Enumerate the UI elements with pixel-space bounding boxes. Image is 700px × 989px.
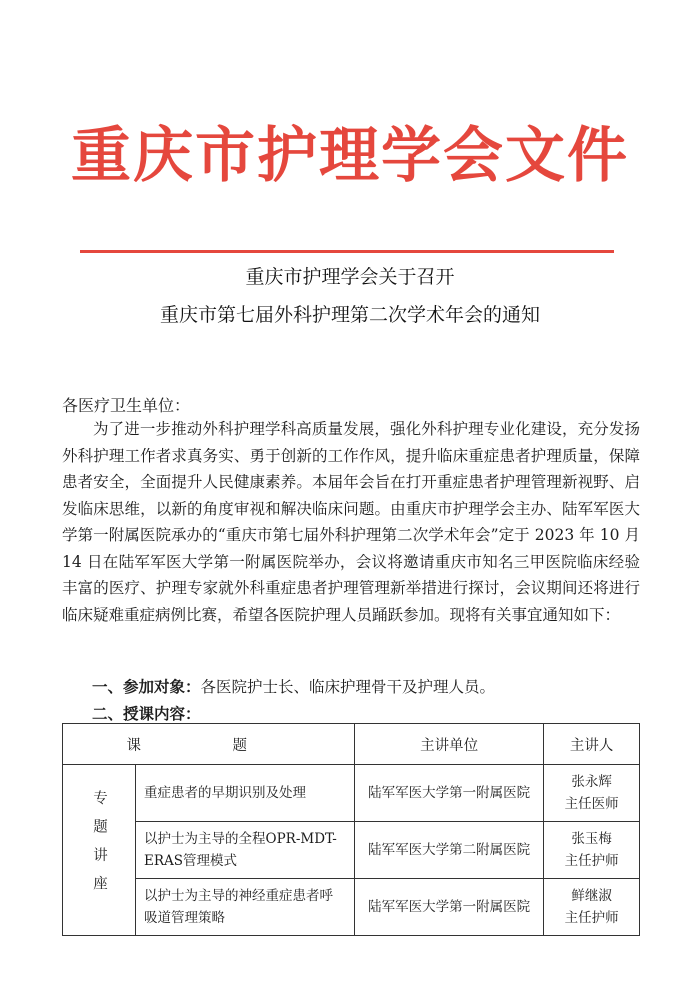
header-topic: 课 题 <box>63 724 355 765</box>
table-row <box>63 879 640 936</box>
body-paragraph: 为了进一步推动外科护理学科高质量发展，强化外科护理专业化建设，充分发扬外科护理工作者求真务实、勇于创新的工作作风，提升临床重症患者护理质量，保障患者安全，全面提升人民健康素养。本届年会旨在打开重症患者护理管理新视野、启发临床思维，以新的角度审视和解决临床问题。由重庆市护理学会主办、陆军军医大学第一附属医院承办的“重庆市第七届外科护理第二次学术年会”定于 2023 年 10 月 14 日在陆军军医大学第一附属医院举办，会议将邀请重庆市知名三甲医院临床经验丰富的医疗、护理专家就外科重症患者护理管理新举措进行探讨，会议期间还将进行临床疑难重症病例比赛，希望各医院护理人员踊跃参加。现将有关事宜通知如下： <box>62 420 640 624</box>
notice-title-line1: 重庆市护理学会关于召开 <box>245 266 455 288</box>
speaker-title: 主任护师 <box>564 910 619 926</box>
table-row <box>63 765 640 822</box>
speaker-name: 张玉梅 <box>571 831 612 847</box>
speaker-name: 鲜继淑 <box>571 888 612 904</box>
section-course-content-heading: 二、授课内容： <box>92 704 201 723</box>
speaker-name: 张永辉 <box>571 774 612 790</box>
course-table <box>62 723 640 936</box>
speaker-title: 主任医师 <box>564 796 619 812</box>
header-divider-rule <box>80 250 614 253</box>
speaker-cell <box>544 765 640 822</box>
topic-cell: 重症患者的早期识别及处理 <box>136 765 355 822</box>
notice-title-line2: 重庆市第七届外科护理第二次学术年会的通知 <box>159 304 540 326</box>
salutation: 各医疗卫生单位： <box>62 396 191 415</box>
section-participants-text: 各医院护士长、临床护理骨干及护理人员。 <box>200 678 496 696</box>
speaker-title: 主任护师 <box>564 853 619 869</box>
table-row <box>63 822 640 879</box>
document-header-title: 重庆市护理学会文件 <box>71 121 629 191</box>
category-label: 专题讲座 <box>91 789 107 904</box>
topic-cell: 以护士为主导的全程OPR-MDT-ERAS管理模式 <box>136 822 355 879</box>
section-participants <box>92 675 495 699</box>
section-participants-heading: 一、参加对象： <box>92 677 201 696</box>
category-cell <box>63 765 136 936</box>
unit-cell: 陆军军医大学第一附属医院 <box>355 879 544 936</box>
table-header-row <box>63 724 640 765</box>
speaker-cell <box>544 879 640 936</box>
topic-cell: 以护士为主导的神经重症患者呼吸道管理策略 <box>136 879 355 936</box>
header-unit: 主讲单位 <box>355 724 544 765</box>
speaker-cell <box>544 822 640 879</box>
unit-cell: 陆军军医大学第二附属医院 <box>355 822 544 879</box>
unit-cell: 陆军军医大学第一附属医院 <box>355 765 544 822</box>
header-speaker: 主讲人 <box>544 724 640 765</box>
